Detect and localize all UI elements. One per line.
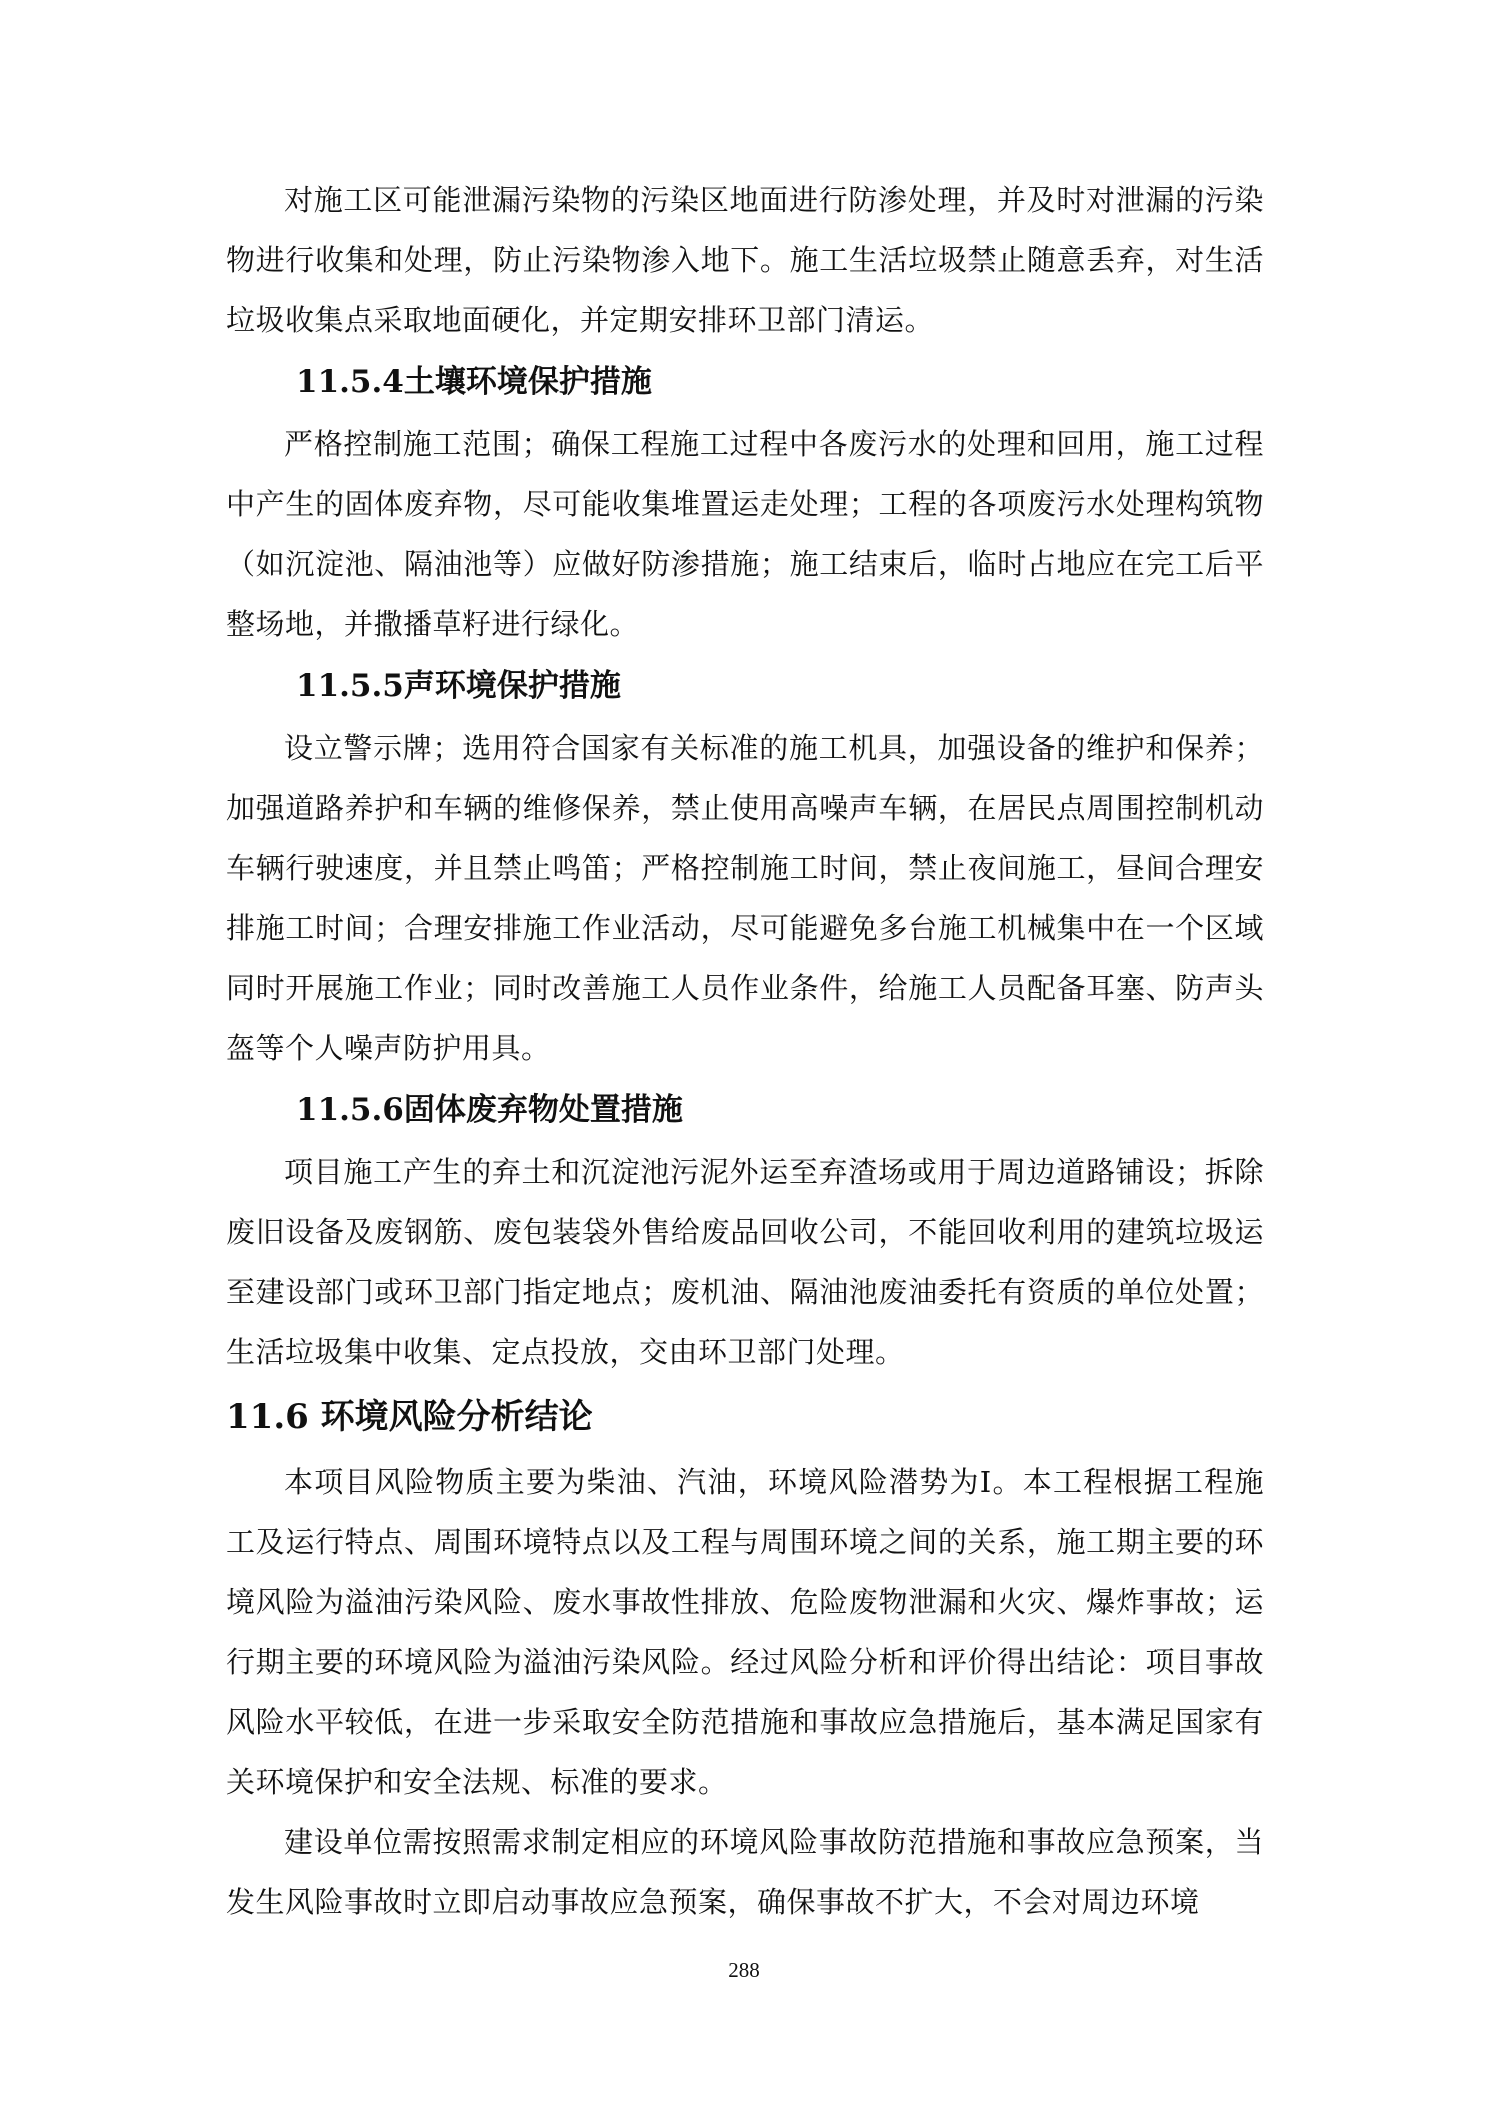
heading-risk-conclusion: 11.6 环境风险分析结论 — [226, 1397, 593, 1437]
paragraph-solid-waste: 项目施工产生的弃土和沉淀池污泥外运至弃渣场或用于周边道路铺设；拆除废旧设备及废钢筋、废包装袋外售给废品回收公司，不能回收利用的建筑垃圾运至建设部门或环卫部门指定地点；废机油、隔油池废油委托有资质的单位处置；生活垃圾集中收集、定点投放，交由环卫部门处理。 — [226, 1155, 1264, 1369]
heading-noise-protection: 11.5.5声环境保护措施 — [296, 668, 621, 704]
paragraph-soil-protection: 严格控制施工范围；确保工程施工过程中各废污水的处理和回用，施工过程中产生的固体废弃物，尽可能收集堆置运走处理；工程的各项废污水处理构筑物（如沉淀池、隔油池等）应做好防渗措施；施工结束后，临时占地应在完工后平整场地，并撒播草籽进行绿化。 — [226, 427, 1264, 641]
page-number: 288 — [728, 1958, 760, 1982]
paragraph-risk-conclusion: 本项目风险物质主要为柴油、汽油，环境风险潜势为Ⅰ。本工程根据工程施工及运行特点、周围环境特点以及工程与周围环境之间的关系，施工期主要的环境风险为溢油污染风险、废水事故性排放、危险废物泄漏和火灾、爆炸事故；运行期主要的环境风险为溢油污染风险。经过风险分析和评价得出结论：项目事故风险水平较低，在进一步采取安全防范措施和事故应急措施后，基本满足国家有关环境保护和安全法规、标准的要求。 — [226, 1465, 1264, 1799]
paragraph-noise-protection: 设立警示牌；选用符合国家有关标准的施工机具，加强设备的维护和保养；加强道路养护和车辆的维修保养，禁止使用高噪声车辆，在居民点周围控制机动车辆行驶速度，并且禁止鸣笛；严格控制施工时间，禁止夜间施工，昼间合理安排施工时间；合理安排施工作业活动，尽可能避免多台施工机械集中在一个区域同时开展施工作业；同时改善施工人员作业条件，给施工人员配备耳塞、防声头盔等个人噪声防护用具。 — [226, 731, 1264, 1065]
page-content — [226, 170, 1264, 1932]
paragraph-emergency-plan: 建设单位需按照需求制定相应的环境风险事故防范措施和事故应急预案，当发生风险事故时立即启动事故应急预案，确保事故不扩大，不会对周边环境 — [226, 1825, 1264, 1919]
heading-solid-waste: 11.5.6固体废弃物处置措施 — [296, 1092, 683, 1128]
heading-soil-protection: 11.5.4土壤环境保护措施 — [296, 364, 652, 400]
paragraph-groundwater-measures: 对施工区可能泄漏污染物的污染区地面进行防渗处理，并及时对泄漏的污染物进行收集和处理，防止污染物渗入地下。施工生活垃圾禁止随意丢弃，对生活垃圾收集点采取地面硬化，并定期安排环卫部门清运。 — [226, 183, 1264, 337]
